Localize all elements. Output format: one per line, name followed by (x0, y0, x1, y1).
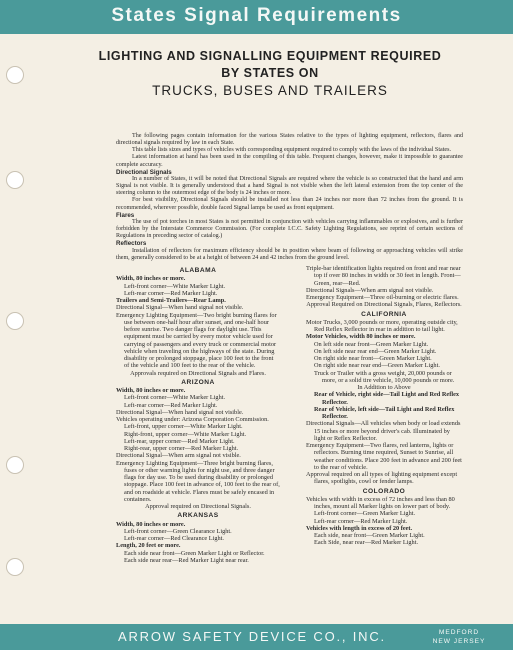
requirement-line: Each side near front—Green Marker Light or Reflector. (124, 549, 265, 557)
requirement-line: Left-rear corner—Red Marker Light. (314, 517, 408, 525)
intro-paragraph: In a number of States, it will be noted that Directional Signals are required where the vehicle is so constructed that the hand and arm Signal is not visible. It is generally understood that a hand Signal is not visible when the left lateral extension from the top center of the steering column to the outermost edge of the body is 24 inches or more. (116, 175, 463, 197)
page-title: States Signal Requirements (111, 5, 402, 26)
city-line: MEDFORD (438, 629, 480, 636)
state-line: NEW JERSEY (432, 638, 486, 645)
company-name: ARROW SAFETY DEVICE CO., INC. (118, 629, 386, 644)
vehicle-class: Width, 80 inches or more. (116, 520, 186, 528)
requirement-item: Approval required on all types of lighting equipment except flares, spotlights, cowl or fender lamps. (306, 471, 458, 486)
requirement-item: Directional Signal—When hand signal not visible. (116, 304, 244, 312)
approval-note: Approval required on Directional Signals. (145, 503, 251, 510)
requirement-line: Rear of Vehicle, left side—Tail Light and Red Reflex Reflector. (314, 405, 455, 420)
requirement-line: Left-front corner—White Marker Light. (124, 394, 226, 402)
requirement-line: Each side near rear—Red Marker Light near rear. (124, 556, 249, 564)
approval-note: Approval Required on Directional Signals, Flares, Reflectors. (306, 301, 462, 309)
binder-hole (6, 312, 24, 330)
requirement-line: Left-front corner—Green Clearance Light. (124, 527, 232, 535)
requirement-line: Right-rear, upper corner—Red Marker Light. (124, 445, 239, 452)
intro-paragraph: For best visibility, Directional Signals should be installed not less than 24 inches nor more than 72 inches from the ground. It is recommended, wherever possible, double faced Signal lamps be used as front equipment. (116, 197, 463, 211)
vehicle-class: Vehicles with length in excess of 20 feet. (306, 524, 413, 532)
binder-hole (6, 558, 24, 576)
heading-line-1: LIGHTING AND SIGNALLING EQUIPMENT REQUIRED (98, 49, 442, 63)
left-column (116, 265, 280, 564)
approval-note: In Addition to Above (357, 384, 411, 391)
requirement-line: On left side near rear end—Green Marker Light. (314, 347, 437, 355)
requirement-item: Vehicles operating under: Arizona Corporation Commission. (116, 416, 269, 423)
binder-hole (6, 456, 24, 474)
requirement-item: Directional Signals—All vehicles when body or load extends 15 inches or more beyond driver's cab. Illuminated by light or Reflex Reflector. (306, 420, 461, 442)
binder-hole (6, 66, 24, 84)
requirement-line: Left-front corner—White Marker Light. (124, 282, 226, 290)
requirement-item: Vehicles with width in excess of 72 inches and less than 80 inches, mount all Marker lights on lower part of body. (306, 495, 455, 510)
company-location (424, 628, 494, 646)
requirement-line: Left-rear corner—Red Marker Light. (124, 289, 218, 297)
requirement-line: Rear of Vehicle, right side—Tail Light and Red Reflex Reflector. (314, 391, 460, 406)
state-heading: ARKANSAS (177, 512, 219, 520)
intro-paragraph: Latest information at hand has been used in the compiling of this table. Frequent changes, however, make it impossible to guarantee complete accuracy. (116, 154, 463, 168)
binder-hole (6, 171, 24, 189)
requirement-line: Left-front corner—Green Marker Light. (314, 510, 416, 518)
intro-paragraph: Installation of reflectors for maximum efficiency should be in position where beam of following or approaching vehicles will strike them, generally considered to be at a height of between 24 and 42 inches from the ground level. (116, 247, 463, 261)
vehicle-class: Trailers and Semi-Trailers—Rear Lamp. (116, 297, 226, 304)
requirement-line: Each Side, near rear—Red Marker Light. (314, 539, 419, 547)
requirement-line: On right side near rear end—Green Marker Light. (314, 362, 440, 370)
requirement-item: Emergency Lighting Equipment—Three bright burning flares, fuses or other warning lights for night use, and three danger flags for day use. To be used during disability or prolonged stoppage. Place 100 feet in advance of, 100 feet to the rear of, and on roadside at vehicle. Flares must be safely encased in containers. (116, 459, 280, 503)
vehicle-class: Width, 80 inches or more. (116, 387, 186, 394)
requirement-item: Triple-bar identification lights required on front and rear near top if over 80 inches in width or 30 feet in length. Front—Green, rear—Red. (306, 265, 461, 287)
requirement-line: Left-rear corner—Red Clearance Light. (124, 535, 224, 542)
requirement-line: Truck or Trailer with a gross weight, 20,000 pounds or more, or a solid tire vehicle, 10,000 pounds or more. (314, 369, 455, 384)
heading-line-3: TRUCKS, BUSES AND TRAILERS (152, 83, 388, 98)
header-band (0, 0, 513, 34)
section-subheading: Directional Signals (116, 168, 172, 176)
requirement-line: On left side near front—Green Marker Light. (314, 340, 429, 348)
intro-paragraph: The use of pot torches in most States is not permitted in conjunction with vehicles carrying inflammables or explosives, and is further forbidden by the Interstate Commerce Commission. (For complete I.C.C. Safety Lighting Regulations, see reprint of certain sections of Regulations in preceding sector of catalog.) (116, 218, 463, 240)
intro-paragraph: This table lists sizes and types of vehicles with corresponding equipment required to comply with the laws of the individual States. (132, 147, 452, 154)
requirement-line: On right side near front—Green Marker Light. (314, 355, 432, 362)
requirement-item: Directional Signal—When hand signal not visible. (116, 408, 244, 416)
vehicle-class: Width, 80 inches or more. (116, 275, 186, 283)
heading-line-2: BY STATES ON (221, 66, 319, 80)
requirement-item: Directional Signal—When arm signal not visible. (116, 452, 241, 460)
requirement-line: Each side, near front—Green Marker Light. (314, 532, 425, 539)
requirement-line: Right-front, upper corner—White Marker Light. (124, 430, 247, 438)
requirement-line: Left-rear corner—Red Marker Light. (124, 401, 218, 409)
footer-band (0, 624, 513, 650)
state-heading: CALIFORNIA (361, 310, 407, 318)
requirement-line: Left-front, upper corner—White Marker Light. (124, 423, 243, 431)
vehicle-class: Motor Vehicles, width 80 inches or more. (306, 333, 416, 341)
vehicle-class: Length, 20 feet or more. (116, 542, 181, 550)
requirement-item: Emergency Equipment—Two flares, red lanterns, lights or reflectors. Burning time required, Sunset to Sunrise, all weather conditions. Place 200 feet in advance and 200 feet to the rear of vehicle. (306, 442, 462, 471)
intro-paragraph: The following pages contain information for the various States relative to the types of lighting equipment, reflectors, flares and directional signals required by law in each State. (116, 133, 463, 147)
requirement-item: Motor Trucks, 3,000 pounds or more, operating outside city, Red Reflex Reflector in rear in addition to tail light. (306, 318, 458, 333)
requirement-item: Emergency Equipment—Three oil-burning or electric flares. (306, 294, 459, 301)
state-heading: COLORADO (362, 487, 406, 495)
approval-note: Approvals required on Directional Signals and Flares. (130, 369, 266, 377)
requirement-item: Directional Signals—When arm signal not visible. (306, 286, 434, 294)
state-heading: ALABAMA (179, 267, 217, 274)
requirement-line: Left-rear, upper corner—Red Marker Light. (124, 437, 235, 445)
section-subheading: Flares (116, 211, 135, 219)
requirement-item: Emergency Lighting Equipment—Two bright burning flares for use between one-half hour after sunset, and one-half hour before sunrise. Two danger flags for daylight use. This equipment must be carried by every motor vehicle used for carrying of passengers and every truck or commercial motor vehicle when traveling on the highways of the state. During disability or prolonged stoppage, place 100 feet to the front of the vehicle and 100 feet to the rear of the vehicle. (116, 311, 277, 370)
right-column (306, 265, 462, 547)
intro-text (116, 133, 463, 262)
section-subheading: Reflectors (116, 240, 147, 248)
state-heading: ARIZONA (181, 378, 215, 386)
